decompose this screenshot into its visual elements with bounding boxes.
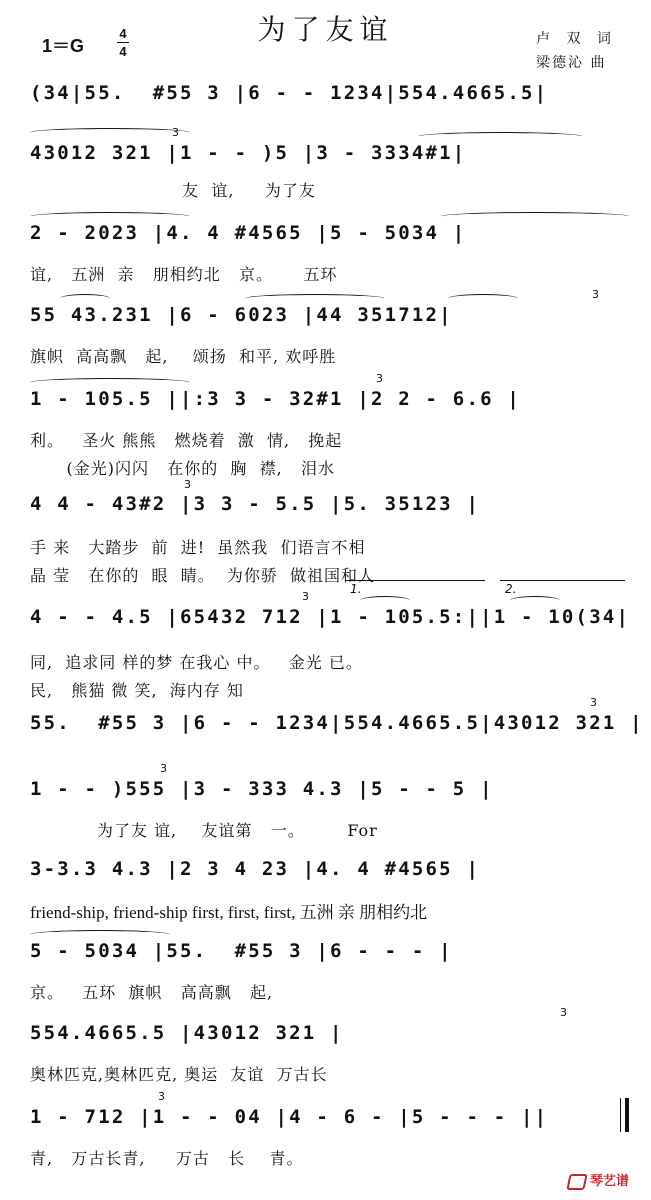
system-9-lyrics-1: 为了友 谊, 友谊第 一。 For [30,821,378,840]
composer-credit: 梁德沁 曲 [536,55,607,71]
system-11-lyrics-1: 京。 五环 旗帜 高高飘 起, [30,983,274,1002]
system-7-notes: 4 - - 4.5 |65432 712 |1 - 105.5:||1 - 10(34| [30,606,631,628]
triplet-mark: 3 [184,478,191,491]
slur [510,596,560,605]
slur [30,128,190,137]
slur [448,294,518,303]
slur [60,294,110,303]
system-5-lyrics-1: 利。 圣火 熊熊 燃烧着 激 情, 挽起 [30,431,343,450]
final-barline-thick [625,1098,629,1132]
time-signature-bottom: 4 [119,44,127,59]
system-13-lyrics-1: 青, 万古长青, 万古 长 青。 [30,1149,304,1168]
slur [360,596,410,605]
system-12-notes: 554.4665.5 |43012 321 | [30,1022,344,1044]
system-2-notes: 43012 321 |1 - - )5 |3 - 3334#1| [30,142,467,164]
system-6-lyrics-2: 晶 莹 在你的 眼 睛。 为你骄 做祖国和人 [30,566,376,585]
slur [30,930,170,939]
system-12-lyrics-1: 奥林匹克,奥林匹克, 奥运 友谊 万古长 [30,1065,328,1084]
triplet-mark: 3 [376,372,383,385]
system-10-lyrics-1: friend-ship, friend-ship first, first, first, 五洲 亲 朋相约北 [30,903,428,922]
slur [245,294,385,303]
system-2-lyrics-1: 友 谊, 为了友 [30,181,316,200]
triplet-mark: 3 [158,1090,165,1103]
brand-logo-icon [566,1174,587,1190]
volta-1-label: 1. [350,582,362,596]
volta-1-bracket [345,580,485,581]
slur [30,378,190,387]
time-signature [117,26,129,59]
system-7-lyrics-1: 同, 追求同 样的梦 在我心 中。 金光 已。 [30,653,363,672]
system-6-lyrics-1: 手 来 大踏步 前 进! 虽然我 们语言不相 [30,538,366,557]
system-7-lyrics-2: 民, 熊猫 微 笑, 海内存 知 [30,681,244,700]
volta-2-bracket [500,580,625,581]
system-13-notes: 1 - 712 |1 - - 04 |4 - 6 - |5 - - - || [30,1106,549,1128]
system-3-lyrics-1: 谊, 五洲 亲 朋相约北 京。 五环 [30,265,338,284]
system-5-lyrics-2: (金光)闪闪 在你的 胸 襟, 泪水 [30,459,335,478]
time-signature-top: 4 [119,26,127,41]
system-9-notes: 1 - - )555 |3 - 333 4.3 |5 - - 5 | [30,778,494,800]
system-5-notes: 1 - 105.5 ||:3 3 - 32#1 |2 2 - 6.6 | [30,388,522,410]
triplet-mark: 3 [560,1006,567,1019]
system-3-notes: 2 - 2023 |4. 4 #4565 |5 - 5034 | [30,222,467,244]
brand-watermark [568,1170,629,1190]
slur [30,212,190,221]
triplet-mark: 3 [590,696,597,709]
system-6-notes: 4 4 - 43#2 |3 3 - 5.5 |5. 35123 | [30,493,481,515]
system-1-notes: (34|55. #55 3 |6 - - 1234|554.4665.5| [30,82,549,104]
volta-2-label: 2. [505,582,517,596]
triplet-mark: 3 [172,126,179,139]
final-barline-thin [620,1098,621,1132]
song-title: 为了友谊 [257,13,394,46]
system-4-lyrics-1: 旗帜 高高飘 起, 颂扬 和平, 欢呼胜 [30,347,337,366]
system-11-notes: 5 - 5034 |55. #55 3 |6 - - - | [30,940,453,962]
slur [440,212,630,221]
lyricist-credit: 卢 双 词 [536,31,617,47]
time-signature-divider [117,42,129,43]
triplet-mark: 3 [160,762,167,775]
slur [418,132,583,141]
brand-name: 琴艺谱 [589,1174,629,1189]
system-10-notes: 3-3.3 4.3 |2 3 4 23 |4. 4 #4565 | [30,858,481,880]
triplet-mark: 3 [592,288,599,301]
system-4-notes: 55 43.231 |6 - 6023 |44 351712| [30,304,453,326]
system-8-notes: 55. #55 3 |6 - - 1234|554.4665.5|43012 321 | [30,712,644,734]
triplet-mark: 3 [302,590,309,603]
key-signature: 1＝G [42,36,85,56]
